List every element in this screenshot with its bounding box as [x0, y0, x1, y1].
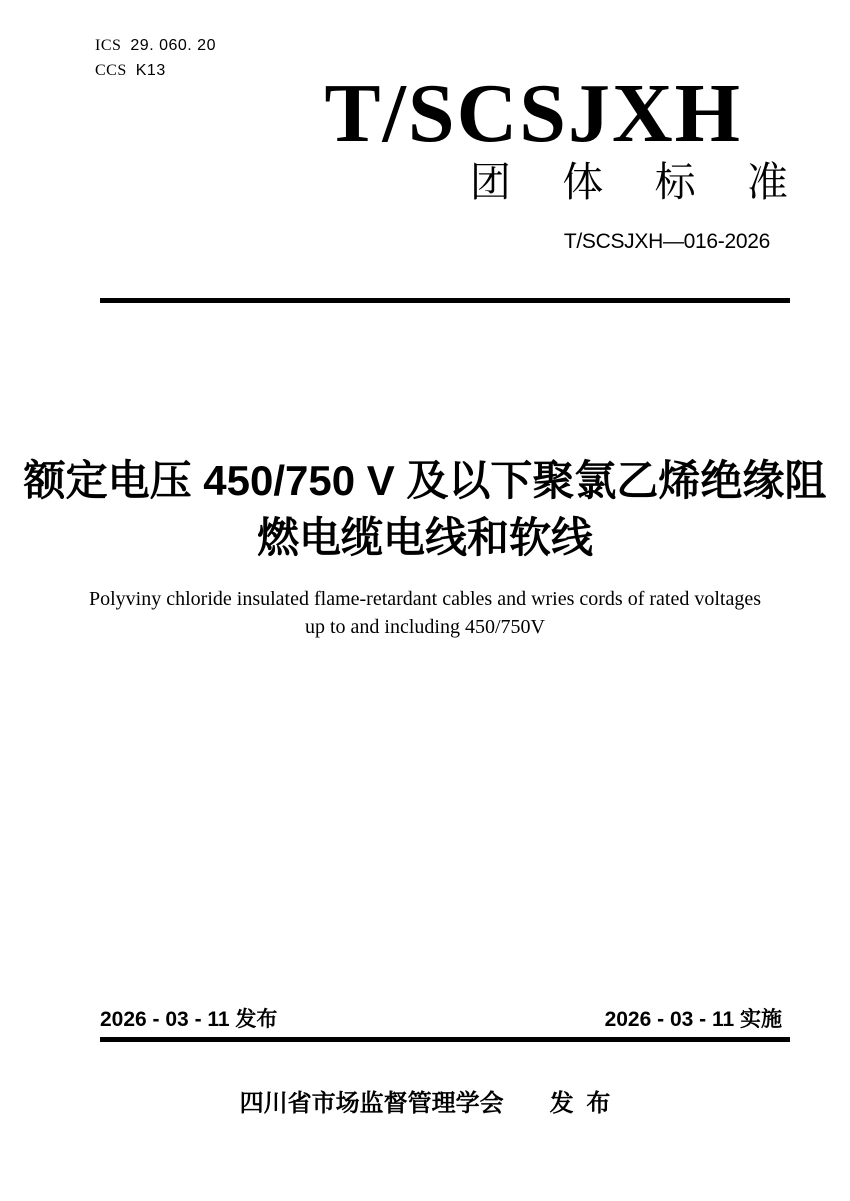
classification-codes — [95, 33, 216, 83]
publisher-name: 四川省市场监督管理学会 — [239, 1090, 504, 1117]
implement-date: 2026 - 03 - 11 实施 — [604, 1008, 782, 1031]
ccs-label: CCS — [95, 62, 127, 79]
document-subtitle-en — [80, 585, 770, 641]
ccs-code — [95, 58, 216, 83]
ics-label: ICS — [95, 37, 122, 54]
ics-value: 29. 060. 20 — [130, 37, 216, 54]
ccs-value: K13 — [135, 62, 166, 79]
publisher-row — [0, 1088, 850, 1120]
date-row — [100, 1005, 782, 1035]
header-divider-rule — [100, 298, 790, 303]
title-line-2: 燃电缆电线和软线 — [256, 514, 593, 561]
ics-code — [95, 33, 216, 58]
subtitle-line-1: Polyviny chloride insulated flame-retardant cables and wries cords of rated voltages — [89, 588, 761, 610]
footer-divider-rule — [100, 1037, 790, 1042]
title-line-1: 额定电压 450/750 V 及以下聚氯乙烯绝缘阻 — [23, 457, 827, 504]
subtitle-line-2: up to and including 450/750V — [305, 616, 545, 638]
publish-action-label: 发 布 — [549, 1090, 611, 1117]
issue-date: 2026 - 03 - 11 发布 — [100, 1008, 278, 1031]
standard-type-label: 团 体 标 准 — [469, 159, 788, 205]
document-title-cn — [0, 452, 850, 566]
org-code-logo: T/SCSJXH — [324, 67, 742, 160]
standard-number: T/SCSJXH—016-2026 — [563, 230, 770, 253]
